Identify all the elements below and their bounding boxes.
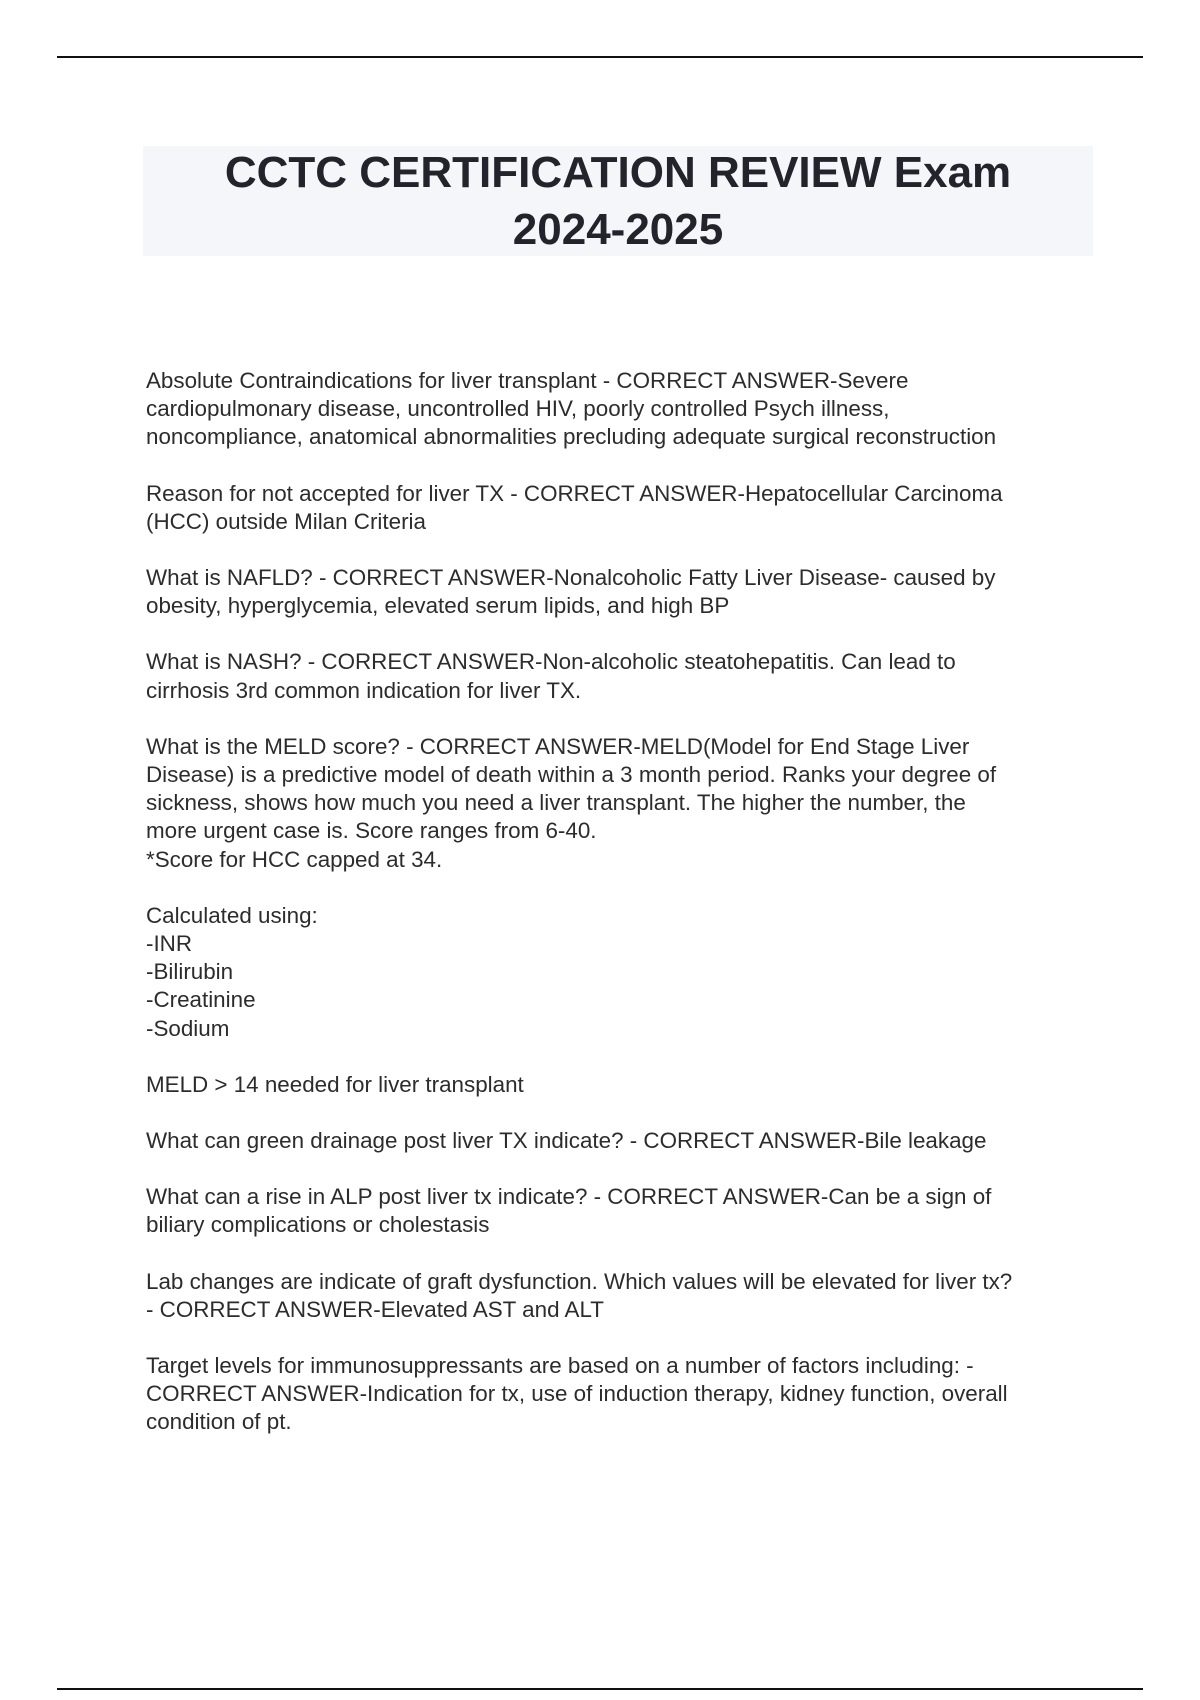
qa-entry: Absolute Contraindications for liver transplant - CORRECT ANSWER-Severe cardiopulmonary disease, uncontrolled HIV, poorly controlled Psych illness, noncompliance, anatomical abnormalities precluding adequate surgical reconstruction [146, 368, 997, 450]
document-title: CCTC CERTIFICATION REVIEW Exam 2024-2025 [224, 148, 1012, 254]
qa-entry: What can a rise in ALP post liver tx indicate? - CORRECT ANSWER-Can be a sign of biliary complications or cholestasis [146, 1184, 992, 1238]
qa-entry: Target levels for immunosuppressants are based on a number of factors including: - CORRECT ANSWER-Indication for tx, use of induction therapy, kidney function, overall condition of pt. [146, 1353, 1008, 1435]
qa-entry: What is NAFLD? - CORRECT ANSWER-Nonalcoholic Fatty Liver Disease- caused by obesity, hyperglycemia, elevated serum lipids, and high BP [146, 565, 996, 619]
footer-rule [57, 1688, 1143, 1690]
meld-threshold-note: MELD > 14 needed for liver transplant [146, 1071, 524, 1097]
title-block [143, 146, 1093, 256]
qa-entry: What is NASH? - CORRECT ANSWER-Non-alcoholic steatohepatitis. Can lead to cirrhosis 3rd common indication for liver TX. [146, 649, 956, 703]
qa-entry: Reason for not accepted for liver TX - CORRECT ANSWER-Hepatocellular Carcinoma (HCC) outside Milan Criteria [146, 480, 1003, 534]
calculation-list: Calculated using: -INR -Bilirubin -Creatinine -Sodium [146, 902, 318, 1041]
qa-entry: What is the MELD score? - CORRECT ANSWER-MELD(Model for End Stage Liver Disease) is a predictive model of death within a 3 month period. Ranks your degree of sickness, shows how much you need a liver transplant. The higher the number, the more urgent case is. Score ranges from 6-40. *Score for HCC capped at 34. [146, 733, 997, 872]
qa-entry: Lab changes are indicate of graft dysfunction. Which values will be elevated for liver tx? - CORRECT ANSWER-Elevated AST and ALT [146, 1268, 1013, 1322]
qa-entry: What can green drainage post liver TX indicate? - CORRECT ANSWER-Bile leakage [146, 1128, 987, 1154]
header-rule [57, 56, 1143, 58]
document-body [146, 367, 1096, 1465]
